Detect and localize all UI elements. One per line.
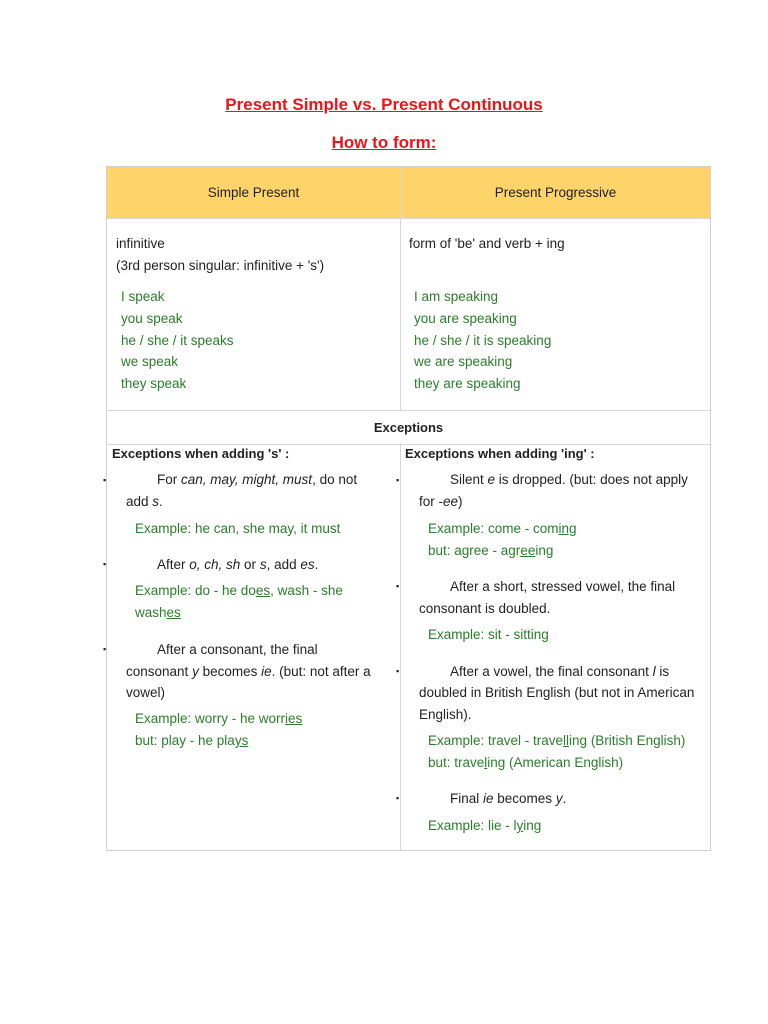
- conjugation-item: you speak: [121, 311, 183, 326]
- conjugation-item: we speak: [121, 354, 179, 369]
- rule-text: add s.: [126, 494, 163, 509]
- example-text: Example: do - he does, wash - she: [135, 583, 343, 598]
- bullet-icon: ▪: [396, 666, 400, 676]
- column-divider: [400, 167, 401, 410]
- conjugation-item: we are speaking: [414, 354, 513, 369]
- bullet-icon: ▪: [396, 581, 400, 591]
- conjugation-item: they are speaking: [414, 376, 521, 391]
- example-text: but: traveling (American English): [428, 755, 624, 770]
- example-text: Example: lie - lying: [428, 818, 542, 833]
- example-text: Example: worry - he worries: [135, 711, 303, 726]
- rule-text: After a consonant, the final: [157, 642, 318, 657]
- rule-text: consonant y becomes ie. (but: not after a: [126, 664, 371, 679]
- formation-text: form of 'be' and verb + ing: [409, 236, 565, 251]
- bullet-icon: ▪: [396, 475, 400, 485]
- example-text: Example: he can, she may, it must: [135, 521, 341, 536]
- header-simple-present: Simple Present: [207, 185, 300, 200]
- rule-text: vowel): [126, 685, 166, 700]
- exceptions-left-title: Exceptions when adding 's' :: [112, 446, 290, 461]
- rule-text: doubled in British English (but not in American: [419, 685, 695, 700]
- conjugation-item: he / she / it is speaking: [414, 333, 552, 348]
- rule-text: Silent e is dropped. (but: does not apply: [450, 472, 688, 487]
- rule-text: consonant is doubled.: [419, 601, 551, 616]
- grammar-table: [103, 166, 711, 851]
- example-text: but: agree - agreeing: [428, 543, 554, 558]
- example-text: washes: [135, 605, 181, 620]
- conjugation-item: he / she / it speaks: [121, 333, 234, 348]
- header-present-progressive: Present Progressive: [494, 185, 617, 200]
- formation-text: (3rd person singular: infinitive + 's'): [116, 258, 325, 273]
- exceptions-right-title: Exceptions when adding 'ing' :: [405, 446, 595, 461]
- rule-text: Final ie becomes y.: [450, 791, 567, 806]
- page-title: Present Simple vs. Present Continuous: [225, 95, 543, 114]
- rule-text: For can, may, might, must, do not: [157, 472, 358, 487]
- bullet-icon: ▪: [103, 559, 107, 569]
- table-header-row: [107, 167, 710, 219]
- rule-text: English).: [419, 707, 472, 722]
- rule-text: After a short, stressed vowel, the final: [450, 579, 676, 594]
- example-text: Example: travel - travelling (British English): [428, 733, 686, 748]
- conjugation-item: I am speaking: [414, 289, 499, 304]
- example-text: Example: sit - sitting: [428, 627, 549, 642]
- rule-text: After a vowel, the final consonant l is: [450, 664, 670, 679]
- formation-text: infinitive: [116, 236, 165, 251]
- bullet-icon: ▪: [396, 793, 400, 803]
- example-text: Example: come - coming: [428, 521, 577, 536]
- bullet-icon: ▪: [103, 475, 107, 485]
- example-text: but: play - he plays: [135, 733, 249, 748]
- page-subtitle: How to form:: [331, 133, 437, 152]
- conjugation-item: I speak: [121, 289, 165, 304]
- column-divider: [400, 443, 401, 850]
- rule-text: for -ee): [419, 494, 463, 509]
- exceptions-header: Exceptions: [107, 410, 710, 445]
- conjugation-item: they speak: [121, 376, 187, 391]
- conjugation-item: you are speaking: [414, 311, 517, 326]
- bullet-icon: ▪: [103, 644, 107, 654]
- rule-text: After o, ch, sh or s, add es.: [157, 557, 319, 572]
